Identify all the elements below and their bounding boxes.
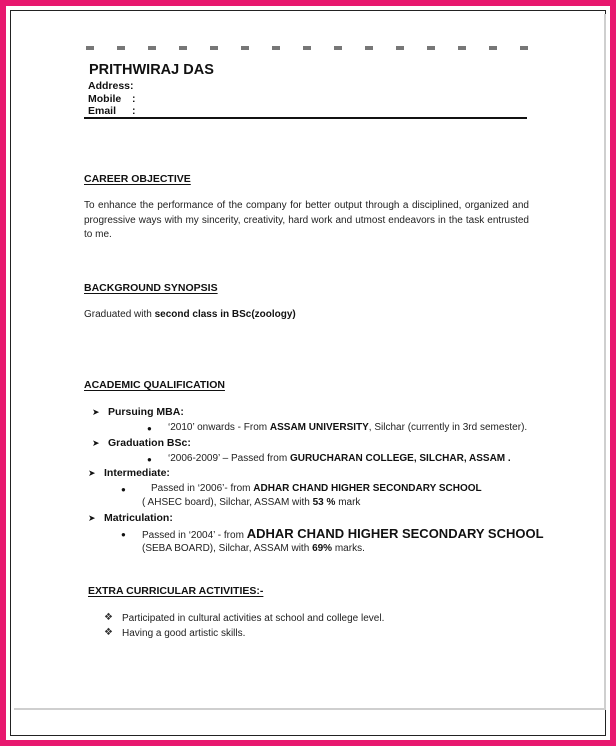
mba-pre: ‘2010’ onwards - From (168, 422, 270, 433)
career-objective-text: To enhance the performance of the company for better output through a disciplined, organized and progressive ways with my sincerity, creativity, hard work and utmost endeavors in the task entrusted to me. (84, 200, 529, 240)
intermediate-detail-line2 (142, 497, 360, 508)
arrow-bullet-icon: ➤ (88, 513, 96, 523)
matriculation-title-text: Matriculation: (104, 512, 173, 524)
matriculation-line2-bold: 69% (312, 543, 333, 554)
mba-title (92, 406, 184, 418)
academic-qualification-heading: ACADEMIC QUALIFICATION (84, 379, 225, 391)
background-synopsis-text (84, 309, 296, 320)
intermediate-title (88, 467, 170, 479)
matriculation-detail-line2 (142, 543, 365, 554)
intermediate-line2-pre: ( AHSEC board), Silchar, ASSAM with (142, 497, 313, 508)
intermediate-detail (151, 483, 482, 494)
arrow-bullet-icon: ➤ (88, 468, 96, 478)
matriculation-line2-pre: (SEBA BOARD), Silchar, ASSAM with (142, 543, 313, 554)
intermediate-bold: ADHAR CHAND HIGHER SECONDARY SCHOOL (253, 483, 482, 494)
matriculation-line2-post: marks. (332, 543, 365, 554)
matriculation-bold: ADHAR CHAND HIGHER SECONDARY SCHOOL (246, 526, 544, 541)
email-colon: : (132, 105, 136, 117)
intermediate-line2-bold: 53 % (312, 497, 336, 508)
extra-item-2: Having a good artistic skills. (122, 628, 246, 639)
dot-bullet-icon: ● (121, 485, 126, 494)
dot-bullet-icon: ● (121, 530, 126, 539)
bsc-title (92, 437, 191, 449)
dot-bullet-icon: ● (147, 455, 152, 464)
background-bold: second class in BSc(zoology) (154, 309, 296, 320)
email-label: Email (88, 105, 117, 117)
intermediate-line2-post: mark (335, 497, 361, 508)
mba-detail (168, 422, 527, 433)
candidate-name: PRITHWIRAJ DAS (89, 62, 214, 78)
bsc-detail (168, 453, 511, 464)
extra-curricular-heading: EXTRA CURRICULAR ACTIVITIES:- (88, 585, 264, 597)
extra-item-1: Participated in cultural activities at school and college level. (122, 613, 385, 624)
matriculation-pre: Passed in ‘2004’ - from (142, 530, 247, 541)
mobile-colon: : (132, 93, 136, 105)
matriculation-title (88, 512, 173, 524)
intermediate-title-text: Intermediate: (104, 467, 170, 479)
intermediate-pre: Passed in ‘2006’- from (151, 483, 254, 494)
bsc-bold: GURUCHARAN COLLEGE, SILCHAR, ASSAM . (289, 453, 511, 464)
mba-title-text: Pursuing MBA: (108, 406, 184, 418)
header-rule (84, 117, 527, 119)
matriculation-detail (142, 526, 544, 541)
mba-post: , Silchar (currently in 3rd semester). (368, 422, 528, 433)
address-label-text: Address: (88, 80, 134, 92)
email-row (88, 105, 136, 117)
address-label (88, 80, 134, 92)
page-shadow-right (604, 14, 606, 709)
mobile-row (88, 93, 136, 105)
career-objective-heading: CAREER OBJECTIVE (84, 173, 191, 185)
arrow-bullet-icon: ➤ (92, 438, 100, 448)
arrow-bullet-icon: ➤ (92, 407, 100, 417)
background-prefix: Graduated with (84, 309, 155, 320)
mba-bold: ASSAM UNIVERSITY (269, 422, 369, 433)
mobile-label: Mobile (88, 93, 122, 105)
background-synopsis-heading: BACKGROUND SYNOPSIS (84, 282, 218, 294)
dot-bullet-icon: ● (147, 424, 152, 433)
diamond-bullet-icon: ❖ (104, 627, 113, 638)
diamond-bullet-icon: ❖ (104, 612, 113, 623)
bsc-pre: ‘2006-2009’ – Passed from (168, 453, 290, 464)
top-dashed-line (86, 46, 534, 50)
bsc-title-text: Graduation BSc: (108, 437, 191, 449)
page-shadow-bottom (14, 708, 606, 710)
